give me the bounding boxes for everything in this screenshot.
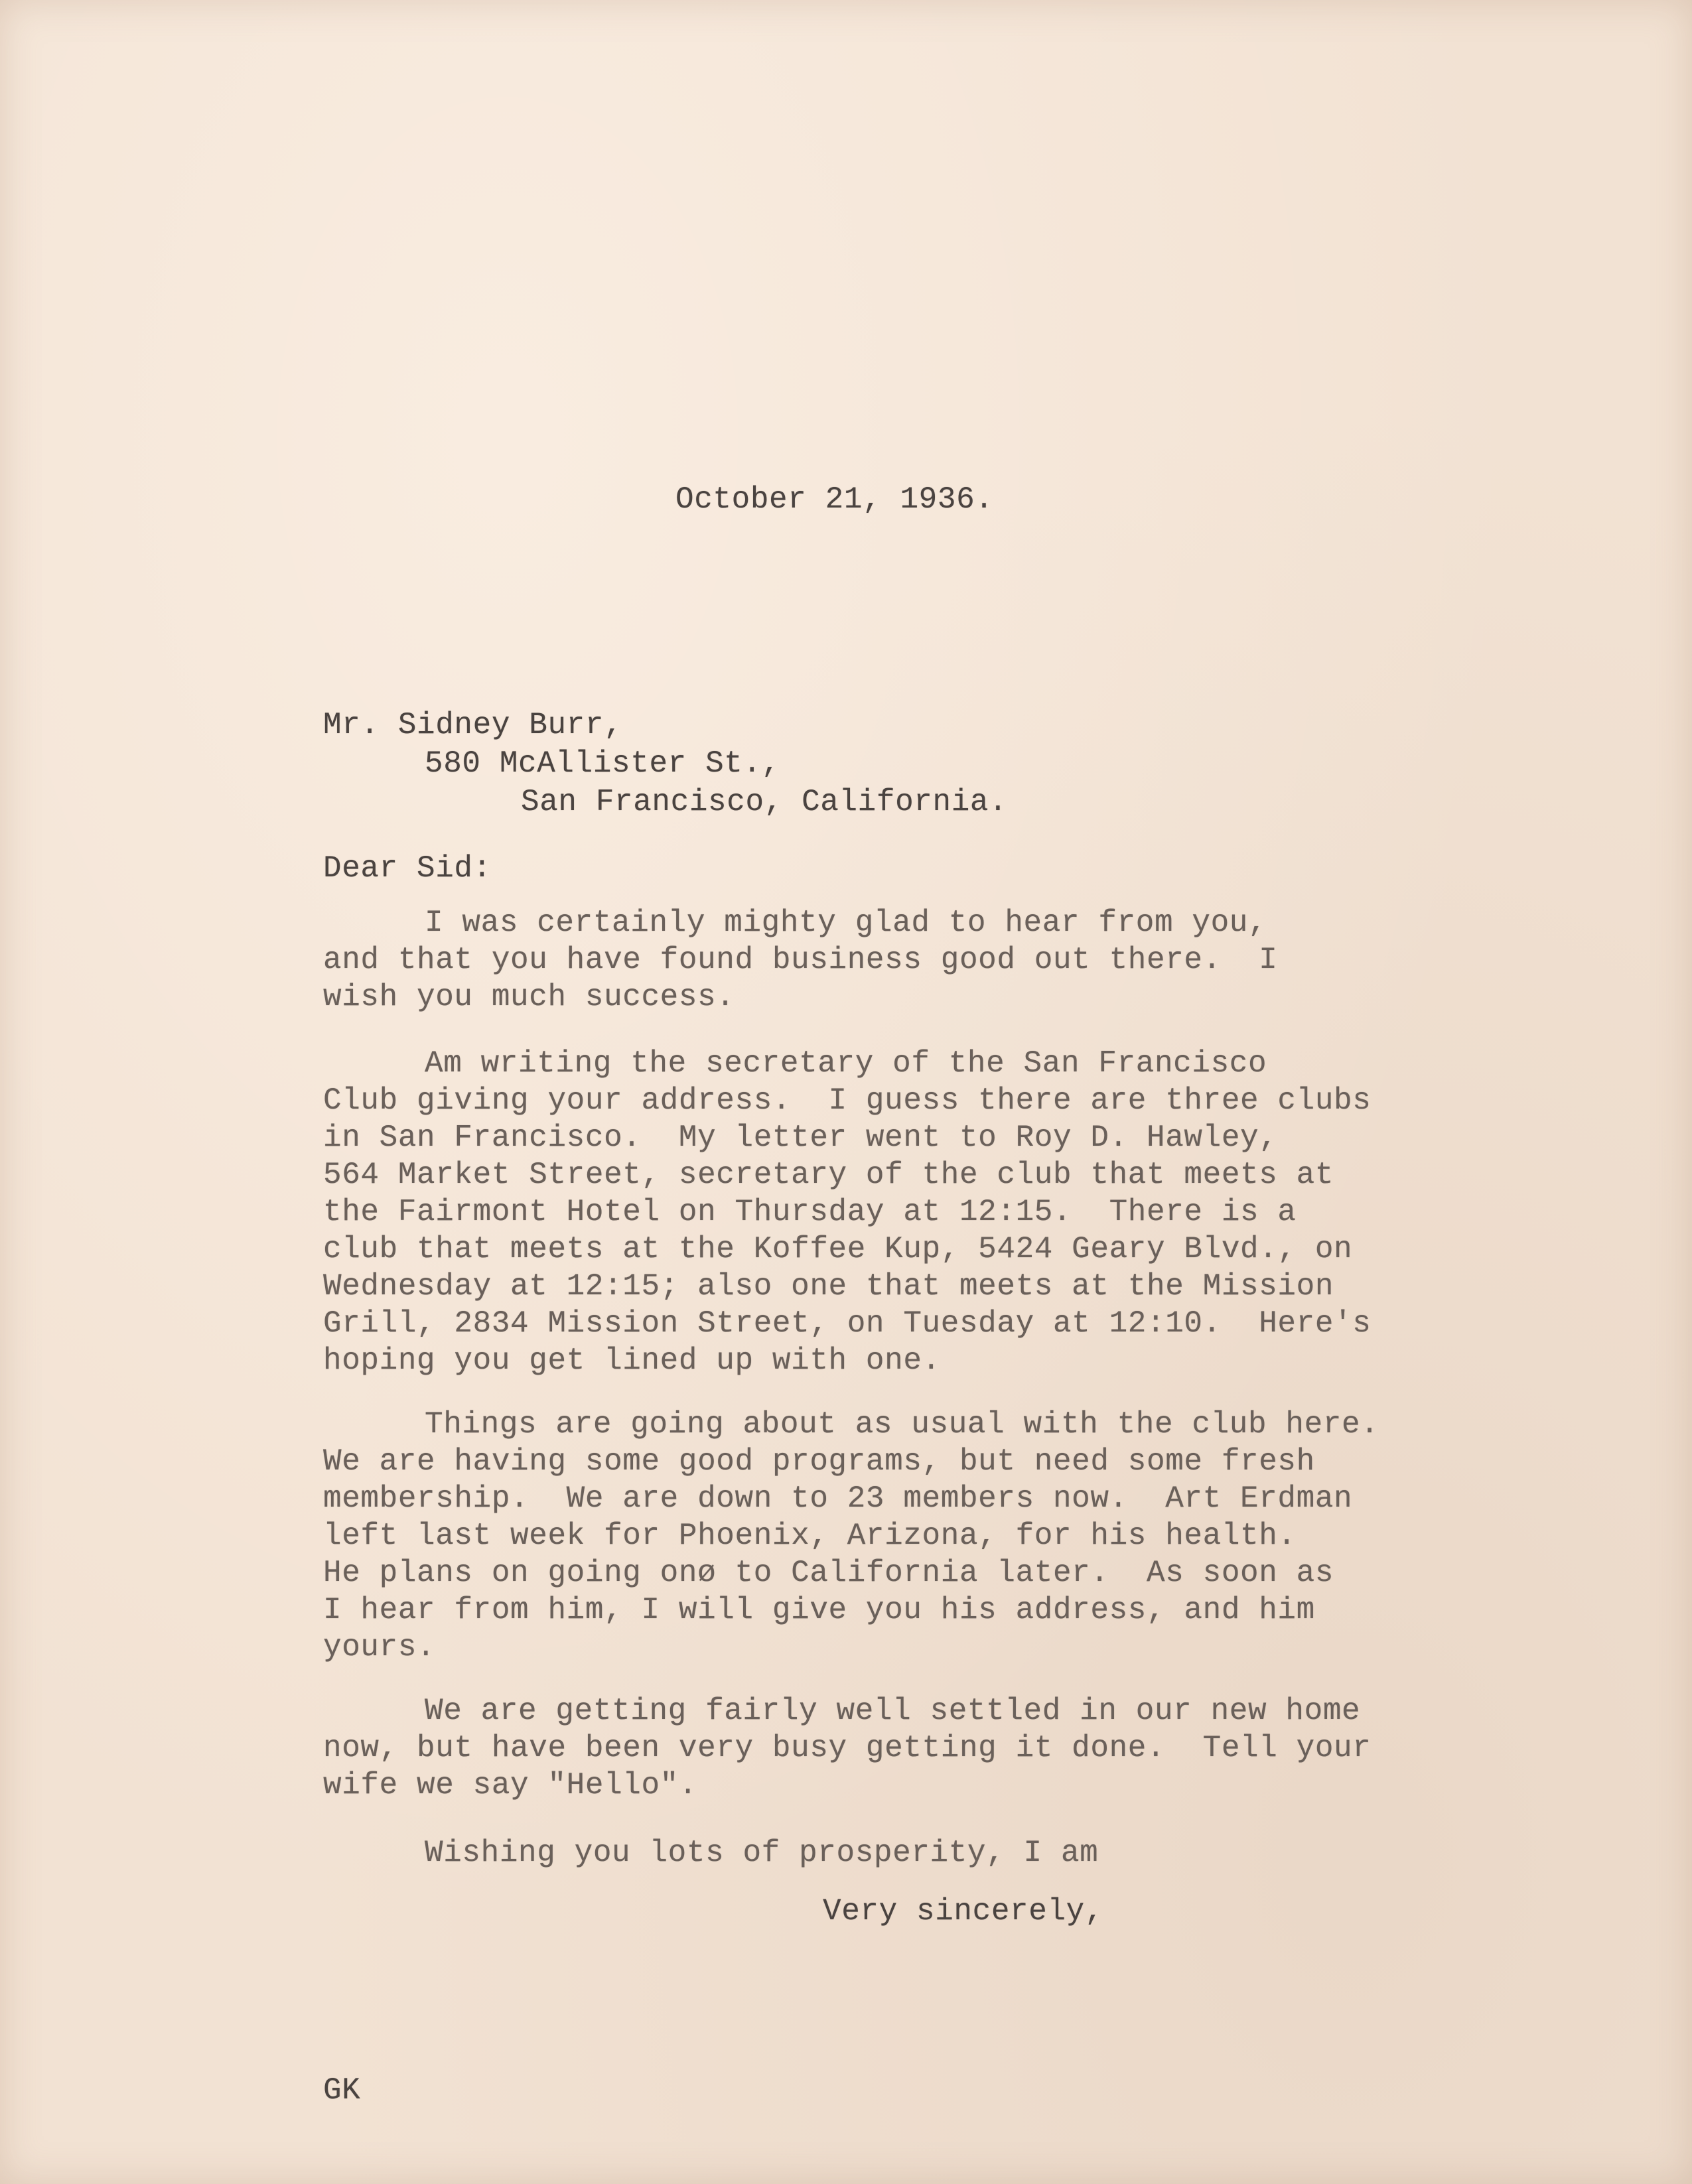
paragraph-2-line: Am writing the secretary of the San Francisco [425, 1046, 1267, 1081]
paragraph-2-line: Club giving your address. I guess there are three clubs [323, 1083, 1372, 1118]
closing: Very sincerely, [823, 1894, 1104, 1929]
paragraph-2-line: Wednesday at 12:15; also one that meets at the Mission [323, 1269, 1334, 1304]
paragraph-5-line: Wishing you lots of prosperity, I am [425, 1836, 1099, 1870]
paragraph-3-line: left last week for Phoenix, Arizona, for his health. [323, 1519, 1297, 1553]
paragraph-4-line: now, but have been very busy getting it done. Tell your [323, 1731, 1372, 1765]
paragraph-1-line: I was certainly mighty glad to hear from you, [425, 906, 1267, 940]
paragraph-4-line: We are getting fairly well settled in our new home [425, 1694, 1361, 1728]
paragraph-2-line: in San Francisco. My letter went to Roy D. Hawley, [323, 1121, 1278, 1155]
recipient-city: San Francisco, California. [521, 785, 1008, 819]
paragraph-1-line: wish you much success. [323, 980, 735, 1014]
paragraph-3-line: Things are going about as usual with the club here. [425, 1407, 1379, 1442]
initials: GK [323, 2073, 361, 2108]
paragraph-4-line: wife we say "Hello". [323, 1768, 698, 1803]
paragraph-2-line: Grill, 2834 Mission Street, on Tuesday at 12:10. Here's [323, 1306, 1372, 1341]
paragraph-3-line: I hear from him, I will give you his address, and him [323, 1593, 1315, 1627]
letter-date: October 21, 1936. [675, 482, 994, 517]
paragraph-2-line: the Fairmont Hotel on Thursday at 12:15. There is a [323, 1195, 1297, 1229]
paragraph-3-line: membership. We are down to 23 members now. Art Erdman [323, 1481, 1353, 1516]
paragraph-3-line: He plans on going onø to California later. As soon as [323, 1556, 1334, 1590]
paragraph-2-line: 564 Market Street, secretary of the club that meets at [323, 1158, 1334, 1192]
paragraph-1-line: and that you have found business good out there. I [323, 943, 1278, 977]
recipient-street: 580 McAllister St., [425, 746, 780, 781]
salutation: Dear Sid: [323, 851, 492, 886]
paragraph-3-line: We are having some good programs, but need some fresh [323, 1444, 1315, 1479]
paragraph-2-line: hoping you get lined up with one. [323, 1343, 941, 1378]
recipient-name: Mr. Sidney Burr, [323, 708, 623, 742]
paragraph-3-line: yours. [323, 1630, 436, 1665]
paragraph-2-line: club that meets at the Koffee Kup, 5424 Geary Blvd., on [323, 1232, 1353, 1266]
